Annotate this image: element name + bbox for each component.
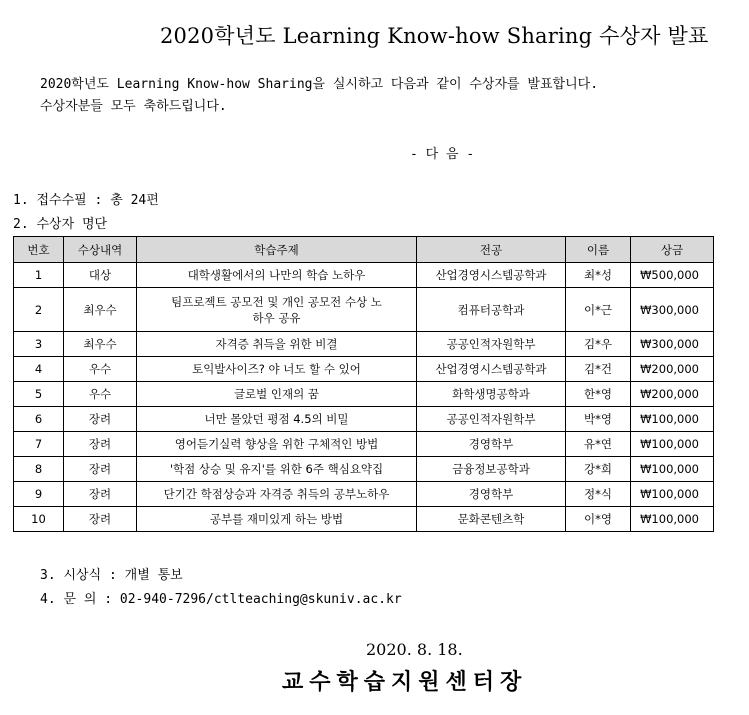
cell-major: 산업경영시스템공학과 [417, 357, 566, 382]
cell-award: 우수 [64, 357, 137, 382]
cell-major: 산업경영시스템공학과 [417, 263, 566, 288]
cell-topic: 글로벌 인재의 꿈 [137, 382, 417, 407]
cell-award: 우수 [64, 382, 137, 407]
cell-name: 강*희 [566, 457, 631, 482]
cell-number: 6 [14, 407, 64, 432]
table-row [14, 332, 714, 357]
cell-award: 장려 [64, 457, 137, 482]
cell-prize: ₩200,000 [631, 382, 714, 407]
cell-number: 8 [14, 457, 64, 482]
intro-line-2: 수상자분들 모두 축하드립니다. [40, 99, 227, 114]
cell-topic: 자격증 취득을 위한 비결 [137, 332, 417, 357]
cell-major: 금융정보공학과 [417, 457, 566, 482]
header-prize: 상금 [631, 237, 714, 263]
cell-prize: ₩100,000 [631, 407, 714, 432]
cell-award: 최우수 [64, 332, 137, 357]
cell-topic: 공부를 재미있게 하는 방법 [137, 507, 417, 532]
cell-major: 공공인적자원학부 [417, 407, 566, 432]
cell-topic: 영어듣기실력 향상을 위한 구체적인 방법 [137, 432, 417, 457]
cell-major: 컴퓨터공학과 [417, 288, 566, 332]
cell-award: 장려 [64, 507, 137, 532]
ceremony-note: 3. 시상식 : 개별 통보 [40, 568, 183, 583]
announcement-date: 2020. 8. 18. [366, 640, 463, 659]
cell-prize: ₩100,000 [631, 507, 714, 532]
header-topic: 학습주제 [137, 237, 417, 263]
cell-topic: 토익발사이즈? 야 너도 할 수 있어 [137, 357, 417, 382]
cell-name: 이*영 [566, 507, 631, 532]
cell-name: 정*식 [566, 482, 631, 507]
table-header-row [14, 237, 714, 263]
table-row [14, 457, 714, 482]
cell-name: 박*영 [566, 407, 631, 432]
table-body [14, 263, 714, 532]
cell-number: 4 [14, 357, 64, 382]
cell-name: 한*영 [566, 382, 631, 407]
header-award: 수상내역 [64, 237, 137, 263]
cell-topic: 팀프로젝트 공모전 및 개인 공모전 수상 노하우 공유 [137, 288, 417, 332]
cell-major: 경영학부 [417, 432, 566, 457]
cell-major: 경영학부 [417, 482, 566, 507]
table-row [14, 482, 714, 507]
cell-name: 김*건 [566, 357, 631, 382]
cell-prize: ₩200,000 [631, 357, 714, 382]
cell-number: 9 [14, 482, 64, 507]
cell-major: 문화콘텐츠학 [417, 507, 566, 532]
table-row [14, 407, 714, 432]
intro-text [40, 74, 598, 118]
header-name: 이름 [566, 237, 631, 263]
cell-topic: 너만 몰았던 평점 4.5의 비밀 [137, 407, 417, 432]
cell-prize: ₩300,000 [631, 288, 714, 332]
cell-major: 화학생명공학과 [417, 382, 566, 407]
table-row [14, 432, 714, 457]
table-row [14, 507, 714, 532]
cell-name: 김*우 [566, 332, 631, 357]
cell-award: 장려 [64, 407, 137, 432]
section-winners: 2. 수상자 명단 [13, 217, 108, 232]
cell-name: 이*근 [566, 288, 631, 332]
cell-number: 2 [14, 288, 64, 332]
table-row [14, 288, 714, 332]
cell-number: 5 [14, 382, 64, 407]
page-title: 2020학년도 Learning Know-how Sharing 수상자 발표 [160, 24, 709, 48]
cell-number: 10 [14, 507, 64, 532]
cell-number: 3 [14, 332, 64, 357]
intro-line-1: 2020학년도 Learning Know-how Sharing을 실시하고 다음과 같이 수상자를 발표합니다. [40, 77, 599, 92]
header-number: 번호 [14, 237, 64, 263]
table-row [14, 357, 714, 382]
cell-prize: ₩300,000 [631, 332, 714, 357]
cell-name: 최*성 [566, 263, 631, 288]
section-submissions: 1. 접수수필 : 총 24편 [13, 193, 159, 208]
cell-name: 유*연 [566, 432, 631, 457]
cell-topic: 단기간 학점상승과 자격증 취득의 공부노하우 [137, 482, 417, 507]
issuer-name: 교수학습지원센터장 [282, 669, 528, 695]
cell-prize: ₩100,000 [631, 482, 714, 507]
cell-prize: ₩100,000 [631, 457, 714, 482]
cell-topic: '학점 상승 및 유지'를 위한 6주 핵심요약집 [137, 457, 417, 482]
contact-note: 4. 문 의 : 02-940-7296/ctlteaching@skuniv.ac.kr [40, 592, 402, 607]
table-row [14, 263, 714, 288]
winners-table [13, 236, 714, 532]
cell-prize: ₩500,000 [631, 263, 714, 288]
cell-award: 장려 [64, 482, 137, 507]
cell-topic: 대학생활에서의 나만의 학습 노하우 [137, 263, 417, 288]
cell-prize: ₩100,000 [631, 432, 714, 457]
next-label: - 다 음 - [410, 147, 475, 162]
table-row [14, 382, 714, 407]
header-major: 전공 [417, 237, 566, 263]
cell-award: 대상 [64, 263, 137, 288]
cell-major: 공공인적자원학부 [417, 332, 566, 357]
cell-number: 7 [14, 432, 64, 457]
cell-award: 최우수 [64, 288, 137, 332]
cell-award: 장려 [64, 432, 137, 457]
cell-number: 1 [14, 263, 64, 288]
